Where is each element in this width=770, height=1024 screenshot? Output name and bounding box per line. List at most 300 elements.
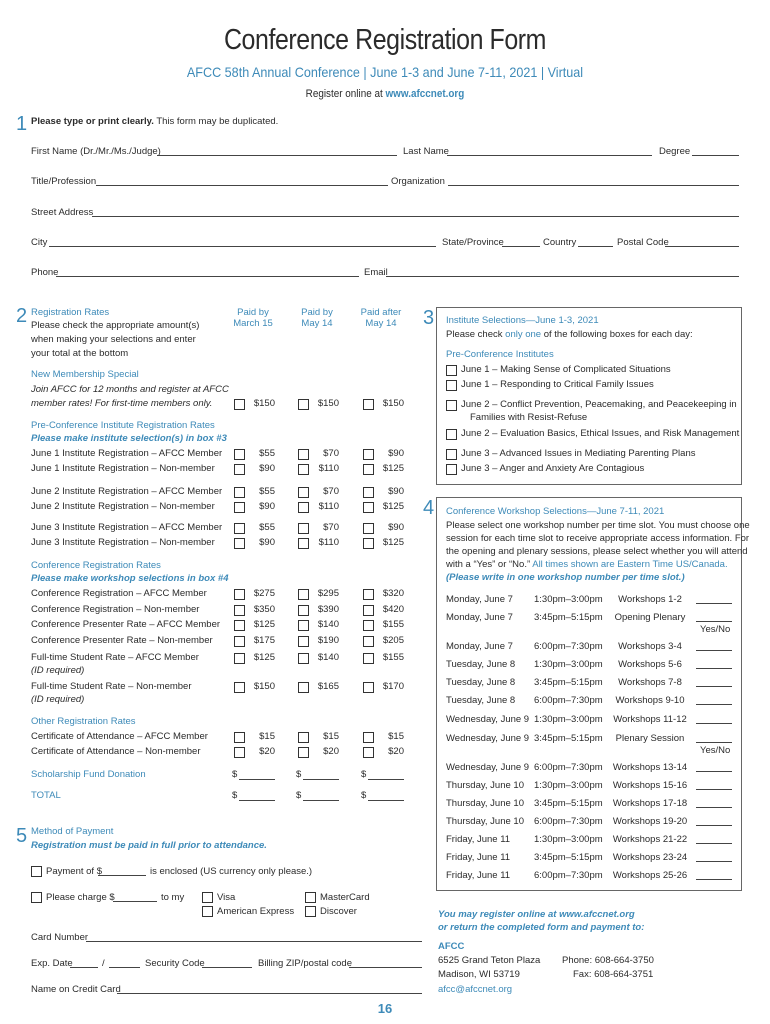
workshop-time-5: 6:00pm–7:30pm [534,695,603,706]
total-amount-field-1[interactable] [303,800,339,801]
workshop-time-12: 1:30pm–3:00pm [534,834,603,845]
total-dollar-2: $ [361,790,367,801]
street-address-label: Street Address [31,207,94,218]
phone-field[interactable] [56,276,359,277]
section-2-number: 2 [16,305,28,327]
workshop-entry-field-11[interactable] [696,825,732,826]
institute-rate-5-price-0: $90 [259,537,275,548]
institute-rate-2-price-0: $55 [259,486,275,497]
conference-rate-2-checkbox-0[interactable] [234,620,245,631]
workshop-slot-6: Workshops 11-12 [613,714,687,725]
institute-rate-5-price-1: $110 [318,537,339,548]
workshop-slot-8: Workshops 13-14 [612,762,688,773]
institute-rate-3-checkbox-2[interactable] [363,502,374,513]
conference-rates-note: Please make workshop selections in box #4 [31,573,229,584]
col-march15-line2: March 15 [233,318,273,329]
institute-rate-4-price-0: $55 [259,522,275,533]
scholarship-amount-field-1[interactable] [303,779,339,780]
institute-rate-0-price-0: $55 [259,448,275,459]
name-on-card-label: Name on Credit Card [31,984,121,995]
security-code-field[interactable] [202,967,252,968]
instruction-bold: Please type or print clearly. [31,116,154,127]
pre-conference-institutes-heading: Pre-Conference Institutes [446,349,554,360]
amex-checkbox[interactable] [202,906,213,917]
billing-zip-field[interactable] [349,967,422,968]
col-after-may14-head [355,307,407,329]
first-name-field[interactable] [157,155,397,156]
workshop-day-3: Tuesday, June 8 [446,659,516,670]
institute-rate-2-price-2: $90 [388,486,404,497]
workshop-slot-3: Workshops 5-6 [618,659,682,670]
conference-rate-0-price-1: $295 [317,588,339,599]
workshop-day-2: Monday, June 7 [446,641,513,652]
conference-rate-3-checkbox-0[interactable] [234,636,245,647]
total-label: TOTAL [31,790,61,801]
conference-rate-1-price-1: $390 [317,604,339,615]
charge-card-checkbox[interactable] [31,892,42,903]
payment-note: Registration must be paid in full prior to attendance. [31,840,267,851]
col-march15-head [232,307,274,329]
workshop-yes-no-7: Yes/No [700,745,731,756]
exp-month-field[interactable] [70,967,98,968]
title-profession-field[interactable] [96,185,388,186]
other-rate-0-price-0: $15 [259,731,275,742]
conference-rate-4-checkbox-1[interactable] [298,653,309,664]
institute-rate-5-checkbox-0[interactable] [234,538,245,549]
institute-option-label-2-1: Families with Resist-Refuse [470,412,588,423]
workshop-entry-field-4[interactable] [696,686,732,687]
conference-subtitle: AFCC 58th Annual Conference | June 1-3 and June 7-11, 2021 | Virtual [186,64,584,80]
conference-rate-1-price-2: $420 [382,604,404,615]
street-address-field[interactable] [92,216,739,217]
mail-line-1-prefix: You may register online at [438,909,560,920]
city-label: City [31,237,48,248]
workshop-slot-13: Workshops 23-24 [612,852,688,863]
institute-rate-0-checkbox-2[interactable] [363,449,374,460]
conference-rate-3-price-2: $205 [382,635,404,646]
col-march15-line1: Paid by [237,307,269,318]
instruction-rest: This form may be duplicated. [153,116,279,127]
conference-rate-label-4: Full-time Student Rate – AFCC Member [31,652,199,663]
institute-rate-3-price-0: $90 [259,501,275,512]
charge-amount-field[interactable] [113,901,157,902]
institute-rate-1-price-0: $90 [259,463,275,474]
institute-option-label-2-0: June 2 – Conflict Prevention, Peacemaking, and Peacekeeping in [461,399,737,410]
workshop-slot-4: Workshops 7-8 [618,677,682,688]
workshop-instruction-2: session for each time slot to receive appropriate access information. For [446,533,750,544]
workshop-entry-field-8[interactable] [696,771,732,772]
workshop-time-1: 3:45pm–5:15pm [534,612,603,623]
conference-rate-0-checkbox-0[interactable] [234,589,245,600]
institute-rate-label-0: June 1 Institute Registration – AFCC Member [31,448,223,459]
total-amount-field-0[interactable] [239,800,275,801]
mail-line-2: or return the completed form and payment to: [438,922,645,933]
institute-rate-3-price-1: $110 [318,501,339,512]
institute-rate-label-3: June 2 Institute Registration – Non-member [31,501,215,512]
conference-rate-2-checkbox-1[interactable] [298,620,309,631]
other-rate-label-1: Certificate of Attendance – Non-member [31,746,201,757]
conference-rate-3-checkbox-1[interactable] [298,636,309,647]
workshop-time-9: 1:30pm–3:00pm [534,780,603,791]
conference-rate-4-checkbox-2[interactable] [363,653,374,664]
payment-amount-field[interactable] [98,875,146,876]
workshop-instruction-3: the opening and plenary sessions, please select whether you will attend [446,546,748,557]
institute-rate-label-2: June 2 Institute Registration – AFCC Member [31,486,223,497]
degree-field[interactable] [692,155,739,156]
workshop-slot-9: Workshops 15-16 [612,780,688,791]
exp-slash: / [102,958,105,969]
registration-rates-heading: Registration Rates [31,307,110,318]
instruction-only-one: only one [505,329,542,340]
institute-rate-3-checkbox-0[interactable] [234,502,245,513]
workshop-entry-field-9[interactable] [696,789,732,790]
institute-option-label-1-0: June 1 – Responding to Critical Family Issues [461,379,654,390]
exp-date-label: Exp. Date [31,958,73,969]
institute-rate-2-checkbox-2[interactable] [363,487,374,498]
mail-address-1: 6525 Grand Teton Plaza [438,955,541,966]
institute-rate-5-checkbox-2[interactable] [363,538,374,549]
conference-rate-5-price-0: $150 [253,681,275,692]
register-online-prefix: Register online at [305,88,386,100]
visa-label: Visa [217,892,236,903]
scholarship-dollar-1: $ [296,769,302,780]
workshop-slot-7: Plenary Session [615,733,685,744]
conference-rate-1-checkbox-2[interactable] [363,605,374,616]
phone-label: Phone [31,267,59,278]
col-after-may14-line1: Paid after [360,307,402,318]
workshop-time-0: 1:30pm–3:00pm [534,594,603,605]
last-name-label: Last Name [403,146,449,157]
institute-option-checkbox-0[interactable] [446,365,457,376]
conference-rate-5-checkbox-1[interactable] [298,682,309,693]
mail-phone: Phone: 608-664-3750 [562,955,654,966]
conference-rates-heading: Conference Registration Rates [31,560,161,571]
postal-code-label: Postal Code [617,237,669,248]
conference-rate-4-price-2: $155 [382,652,404,663]
rates-instruction-3: your total at the bottom [31,348,129,359]
conference-rate-0-checkbox-1[interactable] [298,589,309,600]
institute-rate-1-checkbox-2[interactable] [363,464,374,475]
new-membership-price-0: $150 [253,398,275,409]
pre-conference-rates-note: Please make institute selection(s) in box #3 [31,433,227,444]
institute-option-checkbox-5[interactable] [446,464,457,475]
institute-rate-0-checkbox-1[interactable] [298,449,309,460]
institute-rate-3-price-2: $125 [382,501,404,512]
workshop-time-3: 1:30pm–3:00pm [534,659,603,670]
workshop-time-13: 3:45pm–5:15pm [534,852,603,863]
conference-rate-5-checkbox-2[interactable] [363,682,374,693]
new-membership-checkbox-0[interactable] [234,399,245,410]
total-amount-field-2[interactable] [368,800,404,801]
workshop-entry-field-2[interactable] [696,650,732,651]
mail-fax: Fax: 608-664-3751 [573,969,654,980]
workshop-slot-0: Workshops 1-2 [618,594,682,605]
conference-rate-0-checkbox-2[interactable] [363,589,374,600]
mail-address-2: Madison, WI 53719 [438,969,520,980]
section-1-instruction [31,116,278,127]
conference-rate-label-0: Conference Registration – AFCC Member [31,588,207,599]
rates-instruction-2: when making your selections and enter [31,334,196,345]
institute-rate-2-checkbox-1[interactable] [298,487,309,498]
workshop-instruction-4 [446,559,728,570]
institute-rate-label-1: June 1 Institute Registration – Non-member [31,463,215,474]
institute-rate-0-price-1: $70 [323,448,339,459]
register-online-line [39,88,732,100]
institute-option-checkbox-2[interactable] [446,400,457,411]
other-rate-1-checkbox-1[interactable] [298,747,309,758]
workshop-slot-10: Workshops 17-18 [612,798,688,809]
new-membership-line-1: Join AFCC for 12 months and register at AFCC [31,384,229,395]
other-rate-label-0: Certificate of Attendance – AFCC Member [31,731,208,742]
workshop-slot-2: Workshops 3-4 [618,641,682,652]
institute-rate-4-price-2: $90 [388,522,404,533]
state-field[interactable] [502,246,540,247]
card-number-label: Card Number [31,932,89,943]
new-membership-checkbox-1[interactable] [298,399,309,410]
amex-label: American Express [217,906,295,917]
country-field[interactable] [578,246,613,247]
instruction-yes-no: with a “Yes” or “No.” [446,559,533,570]
institute-selections-instruction [446,329,693,340]
workshop-day-0: Monday, June 7 [446,594,513,605]
mail-email[interactable]: afcc@afccnet.org [438,984,513,995]
workshop-day-5: Tuesday, June 8 [446,695,516,706]
conference-rate-label-1: Conference Registration – Non-member [31,604,200,615]
page-number: 16 [377,1001,393,1016]
workshop-slot-11: Workshops 19-20 [612,816,688,827]
conference-rate-0-price-2: $320 [382,588,404,599]
payment-enclosed-prefix: Payment of $ [46,866,102,877]
new-membership-checkbox-2[interactable] [363,399,374,410]
workshop-slot-1: Opening Plenary [614,612,686,623]
workshop-time-14: 6:00pm–7:30pm [534,870,603,881]
scholarship-label: Scholarship Fund Donation [31,769,146,780]
visa-checkbox[interactable] [202,892,213,903]
institute-rate-1-checkbox-0[interactable] [234,464,245,475]
other-rate-0-checkbox-2[interactable] [363,732,374,743]
workshop-entry-field-1[interactable] [696,621,732,622]
security-code-label: Security Code [145,958,205,969]
email-field[interactable] [386,276,739,277]
scholarship-amount-field-2[interactable] [368,779,404,780]
conference-rate-2-price-1: $140 [317,619,339,630]
email-label: Email [364,267,388,278]
institute-selections-heading: Institute Selections—June 1-3, 2021 [446,315,599,326]
workshop-yes-no-1: Yes/No [700,624,731,635]
col-may14-head [296,307,338,329]
total-dollar-1: $ [296,790,302,801]
institute-rate-4-checkbox-2[interactable] [363,523,374,534]
card-number-field[interactable] [86,941,422,942]
scholarship-dollar-0: $ [232,769,238,780]
payment-enclosed-checkbox[interactable] [31,866,42,877]
institute-rate-2-price-1: $70 [323,486,339,497]
page-title: Conference Registration Form [223,24,547,56]
other-rate-0-checkbox-1[interactable] [298,732,309,743]
conference-rate-label-5: Full-time Student Rate – Non-member [31,681,192,692]
workshop-day-8: Wednesday, June 9 [446,762,530,773]
workshop-entry-field-5[interactable] [696,704,732,705]
workshop-slot-14: Workshops 25-26 [612,870,688,881]
workshop-instruction-bold: (Please write in one workshop number per time slot.) [446,572,685,583]
state-label: State/Province [442,237,504,248]
conference-rate-1-checkbox-0[interactable] [234,605,245,616]
other-rate-0-price-1: $15 [323,731,339,742]
institute-rate-1-price-2: $125 [382,463,404,474]
new-membership-price-1: $150 [317,398,339,409]
col-may14-line2: May 14 [301,318,333,329]
institute-rate-0-checkbox-0[interactable] [234,449,245,460]
exp-year-field[interactable] [109,967,140,968]
conference-rate-1-checkbox-1[interactable] [298,605,309,616]
billing-zip-label: Billing ZIP/postal code [258,958,352,969]
workshop-entry-field-13[interactable] [696,861,732,862]
method-of-payment-heading: Method of Payment [31,826,114,837]
workshop-time-6: 1:30pm–3:00pm [534,714,603,725]
scholarship-amount-field-0[interactable] [239,779,275,780]
discover-label: Discover [320,906,357,917]
workshop-entry-field-10[interactable] [696,807,732,808]
workshop-entry-field-14[interactable] [696,879,732,880]
conference-rate-5-price-1: $165 [317,681,339,692]
name-on-card-field[interactable] [117,993,422,994]
degree-label: Degree [659,146,691,157]
conference-rate-label-3: Conference Presenter Rate – Non-member [31,635,213,646]
workshop-day-1: Monday, June 7 [446,612,513,623]
new-membership-heading: New Membership Special [31,369,139,380]
total-dollar-0: $ [232,790,238,801]
other-rate-0-checkbox-0[interactable] [234,732,245,743]
conference-rate-0-price-0: $275 [253,588,275,599]
workshop-entry-field-12[interactable] [696,843,732,844]
workshop-entry-field-6[interactable] [696,723,732,724]
workshop-day-6: Wednesday, June 9 [446,714,530,725]
postal-code-field[interactable] [665,246,739,247]
institute-option-label-4-0: June 3 – Advanced Issues in Mediating Parenting Plans [461,448,696,459]
institute-rate-label-5: June 3 Institute Registration – Non-member [31,537,215,548]
workshop-day-11: Thursday, June 10 [446,816,524,827]
conference-rate-5-checkbox-0[interactable] [234,682,245,693]
workshop-day-4: Tuesday, June 8 [446,677,516,688]
conference-rate-1-price-0: $350 [253,604,275,615]
workshop-entry-field-0[interactable] [696,603,732,604]
workshop-day-12: Friday, June 11 [446,834,511,845]
instruction-suffix: of the following boxes for each day: [541,329,693,340]
mastercard-checkbox[interactable] [305,892,316,903]
scholarship-dollar-2: $ [361,769,367,780]
institute-rate-3-checkbox-1[interactable] [298,502,309,513]
institute-rate-5-price-2: $125 [382,537,404,548]
mail-line-1 [438,909,635,920]
workshop-day-14: Friday, June 11 [446,870,511,881]
payment-enclosed-suffix: is enclosed (US currency only please.) [150,866,313,877]
workshop-day-7: Wednesday, June 9 [446,733,530,744]
instruction-eastern-time: All times shown are Eastern Time US/Canada. [532,559,728,570]
institute-option-checkbox-3[interactable] [446,429,457,440]
conference-rate-sub-5: (ID required) [31,694,85,705]
mail-register-link[interactable]: www.afccnet.org [559,909,635,920]
workshop-instruction-1: Please select one workshop number per time slot. You must choose one [446,520,750,531]
conference-rate-3-price-1: $190 [317,635,339,646]
institute-rate-4-checkbox-1[interactable] [298,523,309,534]
section-4-number: 4 [423,497,435,519]
charge-prefix: Please charge $ [46,892,115,903]
mastercard-label: MasterCard [320,892,370,903]
conference-rate-2-price-2: $155 [382,619,404,630]
workshop-time-7: 3:45pm–5:15pm [534,733,603,744]
workshop-time-10: 3:45pm–5:15pm [534,798,603,809]
institute-rate-0-price-2: $90 [388,448,404,459]
instruction-prefix: Please check [446,329,506,340]
workshop-entry-field-7[interactable] [696,742,732,743]
other-rate-0-price-2: $15 [388,731,404,742]
institute-rate-2-checkbox-0[interactable] [234,487,245,498]
workshop-time-4: 3:45pm–5:15pm [534,677,603,688]
institute-rate-4-checkbox-0[interactable] [234,523,245,534]
conference-rate-4-price-1: $140 [317,652,339,663]
other-rate-1-checkbox-2[interactable] [363,747,374,758]
conference-rate-4-price-0: $125 [253,652,275,663]
discover-checkbox[interactable] [305,906,316,917]
col-may14-line1: Paid by [301,307,333,318]
city-field[interactable] [49,246,436,247]
conference-rate-label-2: Conference Presenter Rate – AFCC Member [31,619,221,630]
institute-option-label-5-0: June 3 – Anger and Anxiety Are Contagious [461,463,645,474]
other-rate-1-price-2: $20 [388,746,404,757]
organization-label: Organization [391,176,445,187]
workshop-selections-heading: Conference Workshop Selections—June 7-11, 2021 [446,506,665,517]
section-5-number: 5 [16,825,28,847]
institute-option-checkbox-1[interactable] [446,380,457,391]
rates-instruction-1: Please check the appropriate amount(s) [31,320,200,331]
last-name-field[interactable] [447,155,652,156]
country-label: Country [543,237,577,248]
workshop-time-11: 6:00pm–7:30pm [534,816,603,827]
conference-rate-2-checkbox-2[interactable] [363,620,374,631]
conference-rate-3-checkbox-2[interactable] [363,636,374,647]
workshop-slot-5: Workshops 9-10 [615,695,685,706]
institute-rate-5-checkbox-1[interactable] [298,538,309,549]
workshop-time-8: 6:00pm–7:30pm [534,762,603,773]
workshop-entry-field-3[interactable] [696,668,732,669]
workshop-time-2: 6:00pm–7:30pm [534,641,603,652]
workshop-day-10: Thursday, June 10 [446,798,524,809]
other-rate-1-checkbox-0[interactable] [234,747,245,758]
organization-field[interactable] [448,185,739,186]
mail-org: AFCC [438,941,465,952]
col-after-may14-line2: May 14 [365,318,397,329]
workshop-slot-12: Workshops 21-22 [612,834,688,845]
institute-option-checkbox-4[interactable] [446,449,457,460]
institute-option-label-3-0: June 2 – Evaluation Basics, Ethical Issues, and Risk Management [461,428,740,439]
new-membership-line-2: member rates! For first-time members only. [31,398,213,409]
conference-rate-2-price-0: $125 [253,619,275,630]
section-1-number: 1 [16,113,28,135]
workshop-day-9: Thursday, June 10 [446,780,524,791]
first-name-label: First Name (Dr./Mr./Ms./Judge) [31,146,161,157]
charge-suffix: to my [161,892,185,903]
new-membership-price-2: $150 [382,398,404,409]
institute-option-label-0-0: June 1 – Making Sense of Complicated Situations [461,364,671,375]
conference-rate-3-price-0: $175 [253,635,275,646]
conference-rate-4-checkbox-0[interactable] [234,653,245,664]
section-3-number: 3 [423,307,435,329]
institute-rate-label-4: June 3 Institute Registration – AFCC Member [31,522,223,533]
register-online-link[interactable]: www.afccnet.org [385,88,465,100]
institute-rate-4-price-1: $70 [323,522,339,533]
title-profession-label: Title/Profession [31,176,97,187]
institute-rate-1-checkbox-1[interactable] [298,464,309,475]
